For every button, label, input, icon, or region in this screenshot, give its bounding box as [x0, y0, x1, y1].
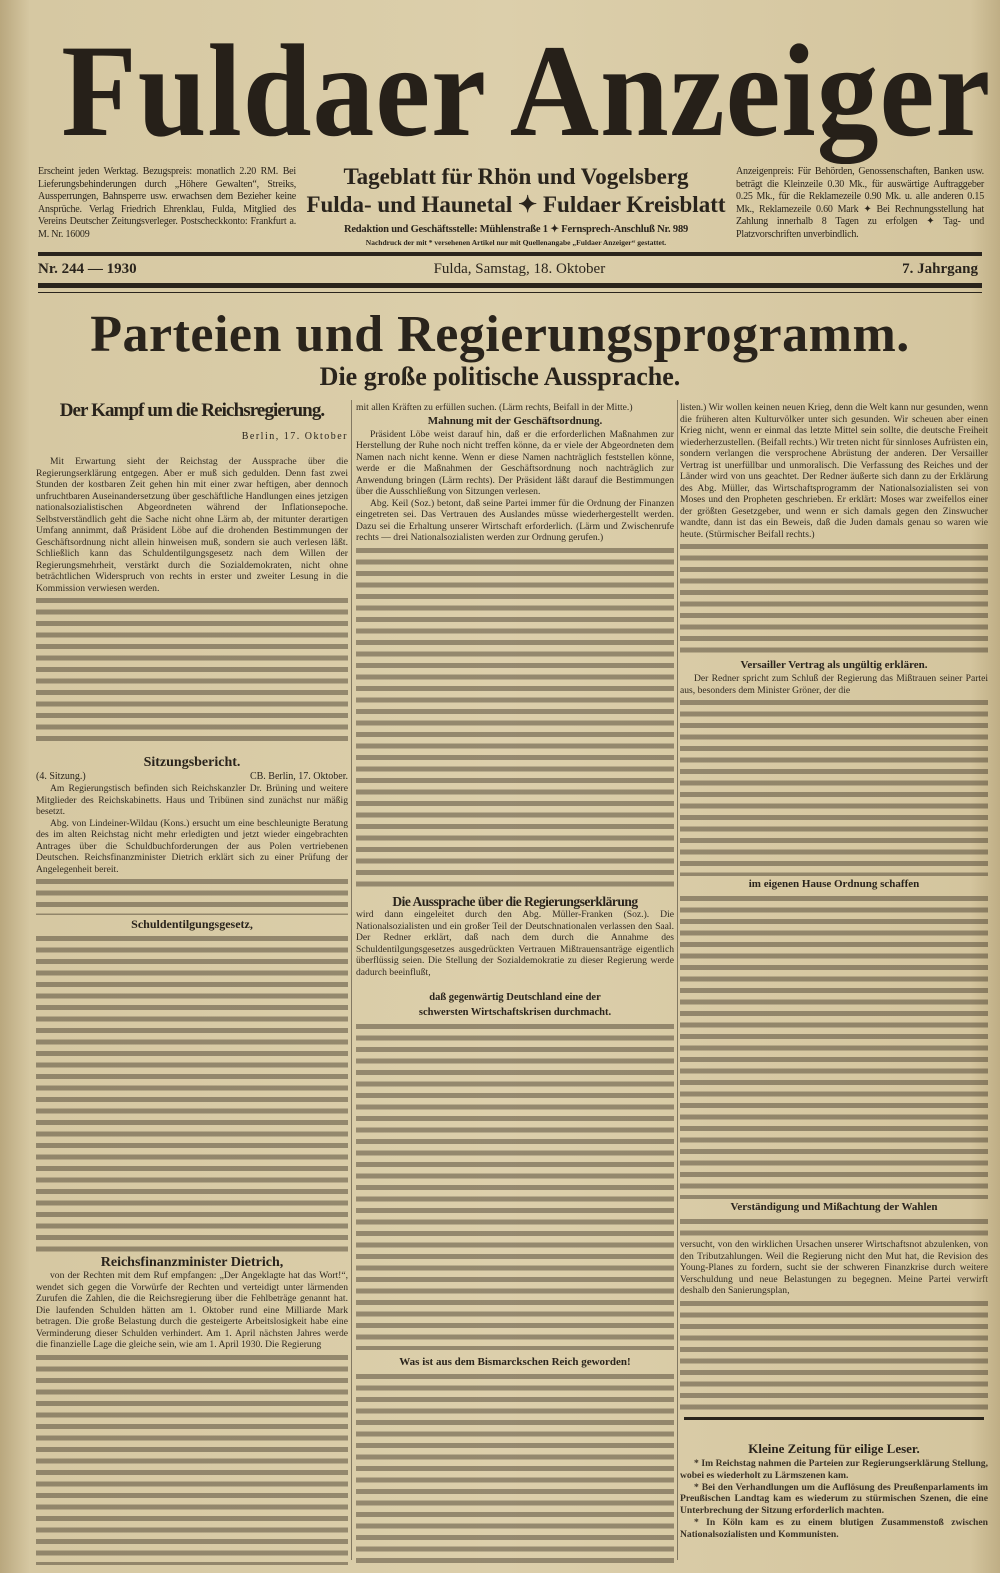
short-news-item: * In Köln kam es zu einem blutigen Zusammenstoß zwischen Nationalsozialisten und Kommunisten. [680, 1516, 988, 1540]
issue-number: Nr. 244 — 1930 [38, 260, 137, 277]
article-heading: Der Kampf um die Reichsregierung. [59, 400, 325, 421]
section-heading: im eigenen Hause Ordnung schaffen [748, 878, 920, 890]
section-heading: Mahnung mit der Geschäftsordnung. [427, 414, 603, 427]
column-divider [677, 400, 678, 1560]
advertising-rates: Anzeigenpreis: Für Behörden, Genossenschaften, Banken usw. beträgt die Kleinzeile 0.30 Mk., für auswärtige Auftraggeber 0.25 Mk., für die Reklamezeile 0.90 Mk. u. alle anderen 0.15 Mk., Reklamezeile 0.60 Mark ✦ Bei Rechnungsstellung hat Zahlung innerhalb 8 Tagen zu erfolgen ✦ Tag- und Platzvorschriften unverbindlich. [736, 166, 984, 240]
text-lines [680, 1298, 988, 1411]
date-bar [38, 259, 978, 279]
article-paragraph: Präsident Löbe weist darauf hin, daß er die erforderlichen Maßnahmen zur Herstellung der Ruhe noch nicht treffen könne, da er viele der Abgeordneten dem Namen nach nicht kenne. Wenn er diese Namen nachträglich feststellen könne, werde er die Maßnahmen der Geschäftsordnung noch nachträglich zur Anwendung bringen (Lärm rechts). Der Präsident läßt darauf die Bestimmungen über die Ausschließung von Sitzungen verlesen. [356, 428, 674, 497]
section-heading: daß gegenwärtig Deutschland eine der schwersten Wirtschaftskrisen durchmacht. [418, 992, 612, 1018]
dateline: Berlin, 17. Oktober [241, 431, 348, 442]
article-paragraph: versucht, von den wirklichen Ursachen unserer Wirtschaftsnot abzulenken, von den Tributzahlungen. Weil die Regierung nicht den Mut hat, die Revision des Young-Planes zu fordern, sucht sie der schweren Finanzkrise durch weitere Verschuldung und neue Belastungen zu begegnen. Meine Partei verwirft deshalb den Sanierungsplan, [680, 1239, 988, 1296]
section-heading: Sitzungsbericht. [143, 755, 241, 770]
article-paragraph: Mit Erwartung sieht der Reichstag der Aussprache über die Regierungserklärung entgegen. Aber er muß sich gedulden. Denn fast zwei Stunden der kostbaren Zeit gehen hin mit einer zwar heftigen, aber dennoch unfruchtbaren Auseinandersetzung über geschäftliche Handlungen eines jetzigen nationalsozialistischen Abgeordneten während der Inflationsepoche. Selbstverständlich geht die Sache nicht ohne Lärm ab, der mitunter derartigen Umfang annimmt, daß Präsident Löbe auf die drohenden Bestimmungen der Geschäftsordnung nicht allein hinweisen muß, sondern sie auch verlesen läßt. Schließlich kann das Schuldentilgungsgesetz nach dem Willen der Regierungsmehrheit, verstärkt durch die Sozialdemokraten, nicht ohne beträchtlichen Widerspruch von rechts in erster und zweiter Lesung in die Kommission verwiesen werden. [36, 456, 348, 594]
text-lines [356, 1021, 674, 1350]
masthead-title [30, 17, 992, 164]
masthead-subtitle-1: Tageblatt für Rhön und Vogelsberg [343, 164, 689, 189]
text-lines [356, 545, 674, 893]
volume-number: 7. Jahrgang [902, 260, 978, 277]
section-heading: Schuldentilgungsgesetz, [131, 917, 253, 931]
subscription-info: Erscheint jeden Werktag. Bezugspreis: monatlich 2.20 RM. Bei Lieferungsbehinderungen durch „Höhere Gewalten“, Streiks, Aussperrungen, Bahnsperre usw. erwachsen dem Bezieher keine Ansprüche. Verlag Friedrich Ehrenklau, Fulda, Mitglied des Vereins Deutscher Zeitungsverleger. Postscheckkonto: Frankfurt a. M. Nr. 16009 [38, 166, 296, 240]
column-1 [36, 400, 348, 1565]
text-lines [36, 595, 348, 746]
section-heading: Verständigung und Mißachtung der Wahlen [730, 1201, 938, 1213]
article-paragraph: listen.) Wir wollen keinen neuen Krieg, denn die Welt kann nur gesunden, wenn die früheren alten Kulturvölker unter sich gesunden. Wir scheuen aber einen Krieg nicht, wenn er einmal das letzte Mittel sein sollte, die deutsche Freiheit wiederherzustellen. (Beifall rechts.) Wir treten nicht für sinnloses Aufrüsten ein, sondern verlangen die versprochene Abrüstung der anderen. Der Versailler Vertrag ist unerfüllbar und unmoralisch. Die Verfassung des Reiches und der Länder wird von uns geachtet. Der Redner äußerte sich dann zu der Erklärung des Abg. Müller, das Wirtschaftsprogramm der Nationalsozialisten sei von Moses und den Propheten geschrieben. Er erklärt: Moses war zweifellos einer der größten Gesetzgeber, und wenn er sich damals gegen den Zinswucher wandte, dann ist das ein Beweis, daß die Juden damals genau so waren wie heute. (Stürmischer Beifall rechts.) [680, 402, 988, 540]
article-paragraph: Am Regierungstisch befinden sich Reichskanzler Dr. Brüning und weitere Mitglieder des Reichskabinetts. Haus und Tribünen sind zunächst nur mäßig besetzt. [36, 783, 348, 817]
column-2 [356, 400, 674, 1565]
editorial-address: Redaktion und Geschäftsstelle: Mühlenstraße 1 ✦ Fernsprech-Anschluß Nr. 989 [343, 224, 689, 235]
section-heading: Die Aussprache über die Regierungserklärung [392, 894, 638, 909]
issue-date: Fulda, Samstag, 18. Oktober [433, 260, 606, 277]
session-number: (4. Sitzung.) [36, 771, 86, 782]
article-paragraph: Abg. Keil (Soz.) betont, daß seine Partei immer für die Ordnung der Finanzen eingetreten sei. Das Vertrauen des Auslandes müsse wiederhergestellt werden. Dazu sei die Erhaltung unserer Wirtschaft erforderlich. (Lärm und Zwischenrufe rechts — drei Nationalsozialisten werden zur Ordnung gerufen.) [356, 497, 674, 543]
article-paragraph: wird dann eingeleitet durch den Abg. Müller-Franken (Soz.). Die Nationalsozialisten und ein großer Teil der Deutschnationalen verlassen den Saal. Der Redner erklärt, daß nach dem durch die Annahme des Schuldentilgungsgesetzes ausgedrückten Vertrauen Mißtrauensanträge eigentlich überflüssig seien. Die Stellung der Sozialdemokratie zu dieser Regierung werde dadurch beeinflußt, [356, 909, 674, 978]
reprint-note: Nachdruck der mit * versehenen Artikel nur mit Quellenangabe „Fuldaer Anzeiger“ gestattet. [365, 238, 667, 247]
short-news-item: * Im Reichstag nahmen die Parteien zur Regierungserklärung Stellung, wobei es wiederholt zu Lärmszenen kam. [680, 1458, 988, 1481]
main-headline: Parteien und Regierungsprogramm. [90, 306, 910, 363]
article-paragraph: Der Redner spricht zum Schluß der Regierung das Mißtrauen seiner Partei aus, besonders dem Minister Gröner, der die [680, 673, 988, 696]
short-news-box [680, 1440, 988, 1565]
column-3 [680, 400, 988, 1565]
text-lines [356, 1371, 674, 1565]
section-heading: Was ist aus dem Bismarckschen Reich geworden! [399, 1356, 631, 1368]
article-paragraph: mit allen Kräften zu erfüllen suchen. (Lärm rechts, Beifall in der Mitte.) [356, 402, 633, 413]
date-bar-rule [38, 283, 982, 288]
masthead-subtitle-2: Fulda- und Haunetal ✦ Fuldaer Kreisblatt [306, 192, 726, 217]
article-paragraph: von der Rechten mit dem Ruf empfangen: „Der Angeklagte hat das Wort!“, wendet sich gegen die Vorwürfe der Rechten und verteidigt unter lärmenden Zurufen die Zahlen, die die Reichsregierung über die Fehlbeträge genannt hat. Die laufenden Schulden hätten am 1. Oktober rund eine Milliarde Mark betragen. Die große Belastung durch die gesteigerte Arbeitslosigkeit habe eine Verminderung dieser Schulden verhindert. Am 1. April nächsten Jahres werde die finanzielle Lage die gleiche sein, wie am 1. April 1930. Die Regierung [36, 1270, 348, 1350]
short-news-title: Kleine Zeitung für eilige Leser. [748, 1441, 920, 1456]
short-news-item: * Bei den Verhandlungen um die Auflösung des Preußenparlaments im Preußischen Landtag kam es wiederum zu stürmischen Szenen, die eine Unterbrechung der Sitzung erforderlich machten. [680, 1481, 988, 1517]
section-rule [684, 1417, 984, 1420]
column-divider [351, 400, 352, 1560]
section-heading: Versailler Vertrag als ungültig erklären. [740, 659, 928, 671]
text-lines [36, 876, 348, 915]
text-lines [680, 1216, 988, 1239]
text-lines [36, 1352, 348, 1566]
masthead-title-text: Fuldaer Anzeiger [61, 17, 992, 164]
article-paragraph: Abg. von Lindeiner-Wildau (Kons.) ersucht um eine beschleunigte Beratung des im alten Reichstag nicht mehr erledigten und jetzt wieder eingebrachten Antrages über die Schuldbuchforderungen der aus Polen vertriebenen Deutschen. Reichsfinanzminister Dietrich erklärt sich zu einer Prüfung der Angelegenheit bereit. [36, 817, 348, 875]
text-lines [36, 933, 348, 1252]
text-lines [680, 893, 988, 1199]
dateline: CB. Berlin, 17. Oktober. [249, 771, 348, 782]
text-lines [680, 697, 988, 876]
text-lines [680, 541, 988, 657]
sub-headline: Die große politische Aussprache. [319, 362, 681, 391]
masthead-rule [38, 252, 982, 256]
date-bar-thin-rule [38, 292, 982, 293]
section-heading: Reichsfinanzminister Dietrich, [100, 1255, 284, 1270]
